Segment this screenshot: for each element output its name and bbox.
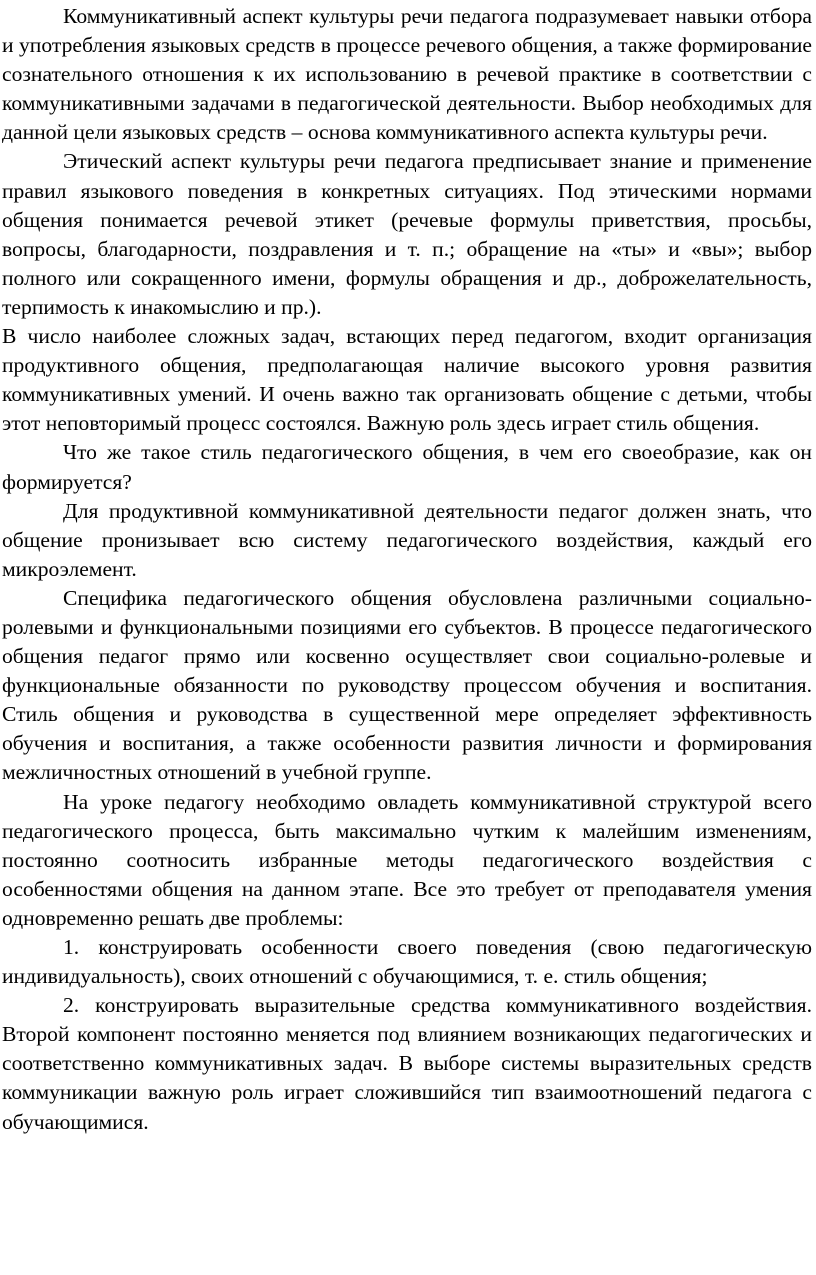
list-item-2: 2. конструировать выразительные средства коммуникативного воздействия. Второй компонент постоянно меняется под влиянием возникающих педагогических и соответственно коммуникативных задач. В выборе системы выразительных средств коммуникации важную роль играет сложившийся тип взаимоотношений педагога с обучающимися. (2, 993, 812, 1134)
paragraph-style-question: Что же такое стиль педагогического общения, в чем его своеобразие, как он формируется? (2, 440, 812, 494)
paragraph-communicative-aspect: Коммуникативный аспект культуры речи педагога подразумевает навыки отбора и употребления языковых средств в процессе речевого общения, а также формирование сознательного отношения к их использованию в речевой практике в соответствии с коммуникативными задачами в педагогической деятельности. Выбор необходимых для данной цели языковых средств – основа коммуникативного аспекта культуры речи. (2, 4, 812, 145)
paragraph-specifics: Специфика педагогического общения обусловлена различными социально-ролевыми и функциональными позициями его субъектов. В процессе педагогического общения педагог прямо или косвенно осуществляет свои социально-ролевые и функциональные обязанности по руководству процессом обучения и воспитания. Стиль общения и руководства в существенной мере определяет эффективность обучения и воспитания, а также особенности развития личности и формирования межличностных отношений в учебной группе. (2, 585, 812, 785)
paragraph-ethical-aspect: Этический аспект культуры речи педагога предписывает знание и применение правил языкового поведения в конкретных ситуациях. Под этическими нормами общения понимается речевой этикет (речевые формулы приветствия, просьбы, вопросы, благодарности, поздравления и т. п.; обращение на «ты» и «вы»; выбор полного или сокращенного имени, формулы обращения и др., доброжелательность, терпимость к инакомыслию и пр.). (2, 149, 812, 319)
paragraph-productive-activity: Для продуктивной коммуникативной деятельности педагог должен знать, что общение пронизывает всю систему педагогического воздействия, каждый его микроэлемент. (2, 498, 812, 581)
paragraph-complex-tasks: В число наиболее сложных задач, встающих перед педагогом, входит организация продуктивного общения, предполагающая наличие высокого уровня развития коммуникативных умений. И очень важно так организовать общение с детьми, чтобы этот неповторимый процесс состоялся. Важную роль здесь играет стиль общения. (2, 324, 812, 436)
list-item-1: 1. конструировать особенности своего поведения (свою педагогическую индивидуальность), своих отношений с обучающимися, т. е. стиль общения; (2, 935, 812, 989)
paragraph-lesson: На уроке педагогу необходимо овладеть коммуникативной структурой всего педагогического процесса, быть максимально чутким к малейшим изменениям, постоянно соотносить избранные методы педагогического воздействия с особенностями общения на данном этапе. Все это требует от преподавателя умения одновременно решать две проблемы: (2, 789, 812, 930)
document-body (2, 2, 812, 1137)
